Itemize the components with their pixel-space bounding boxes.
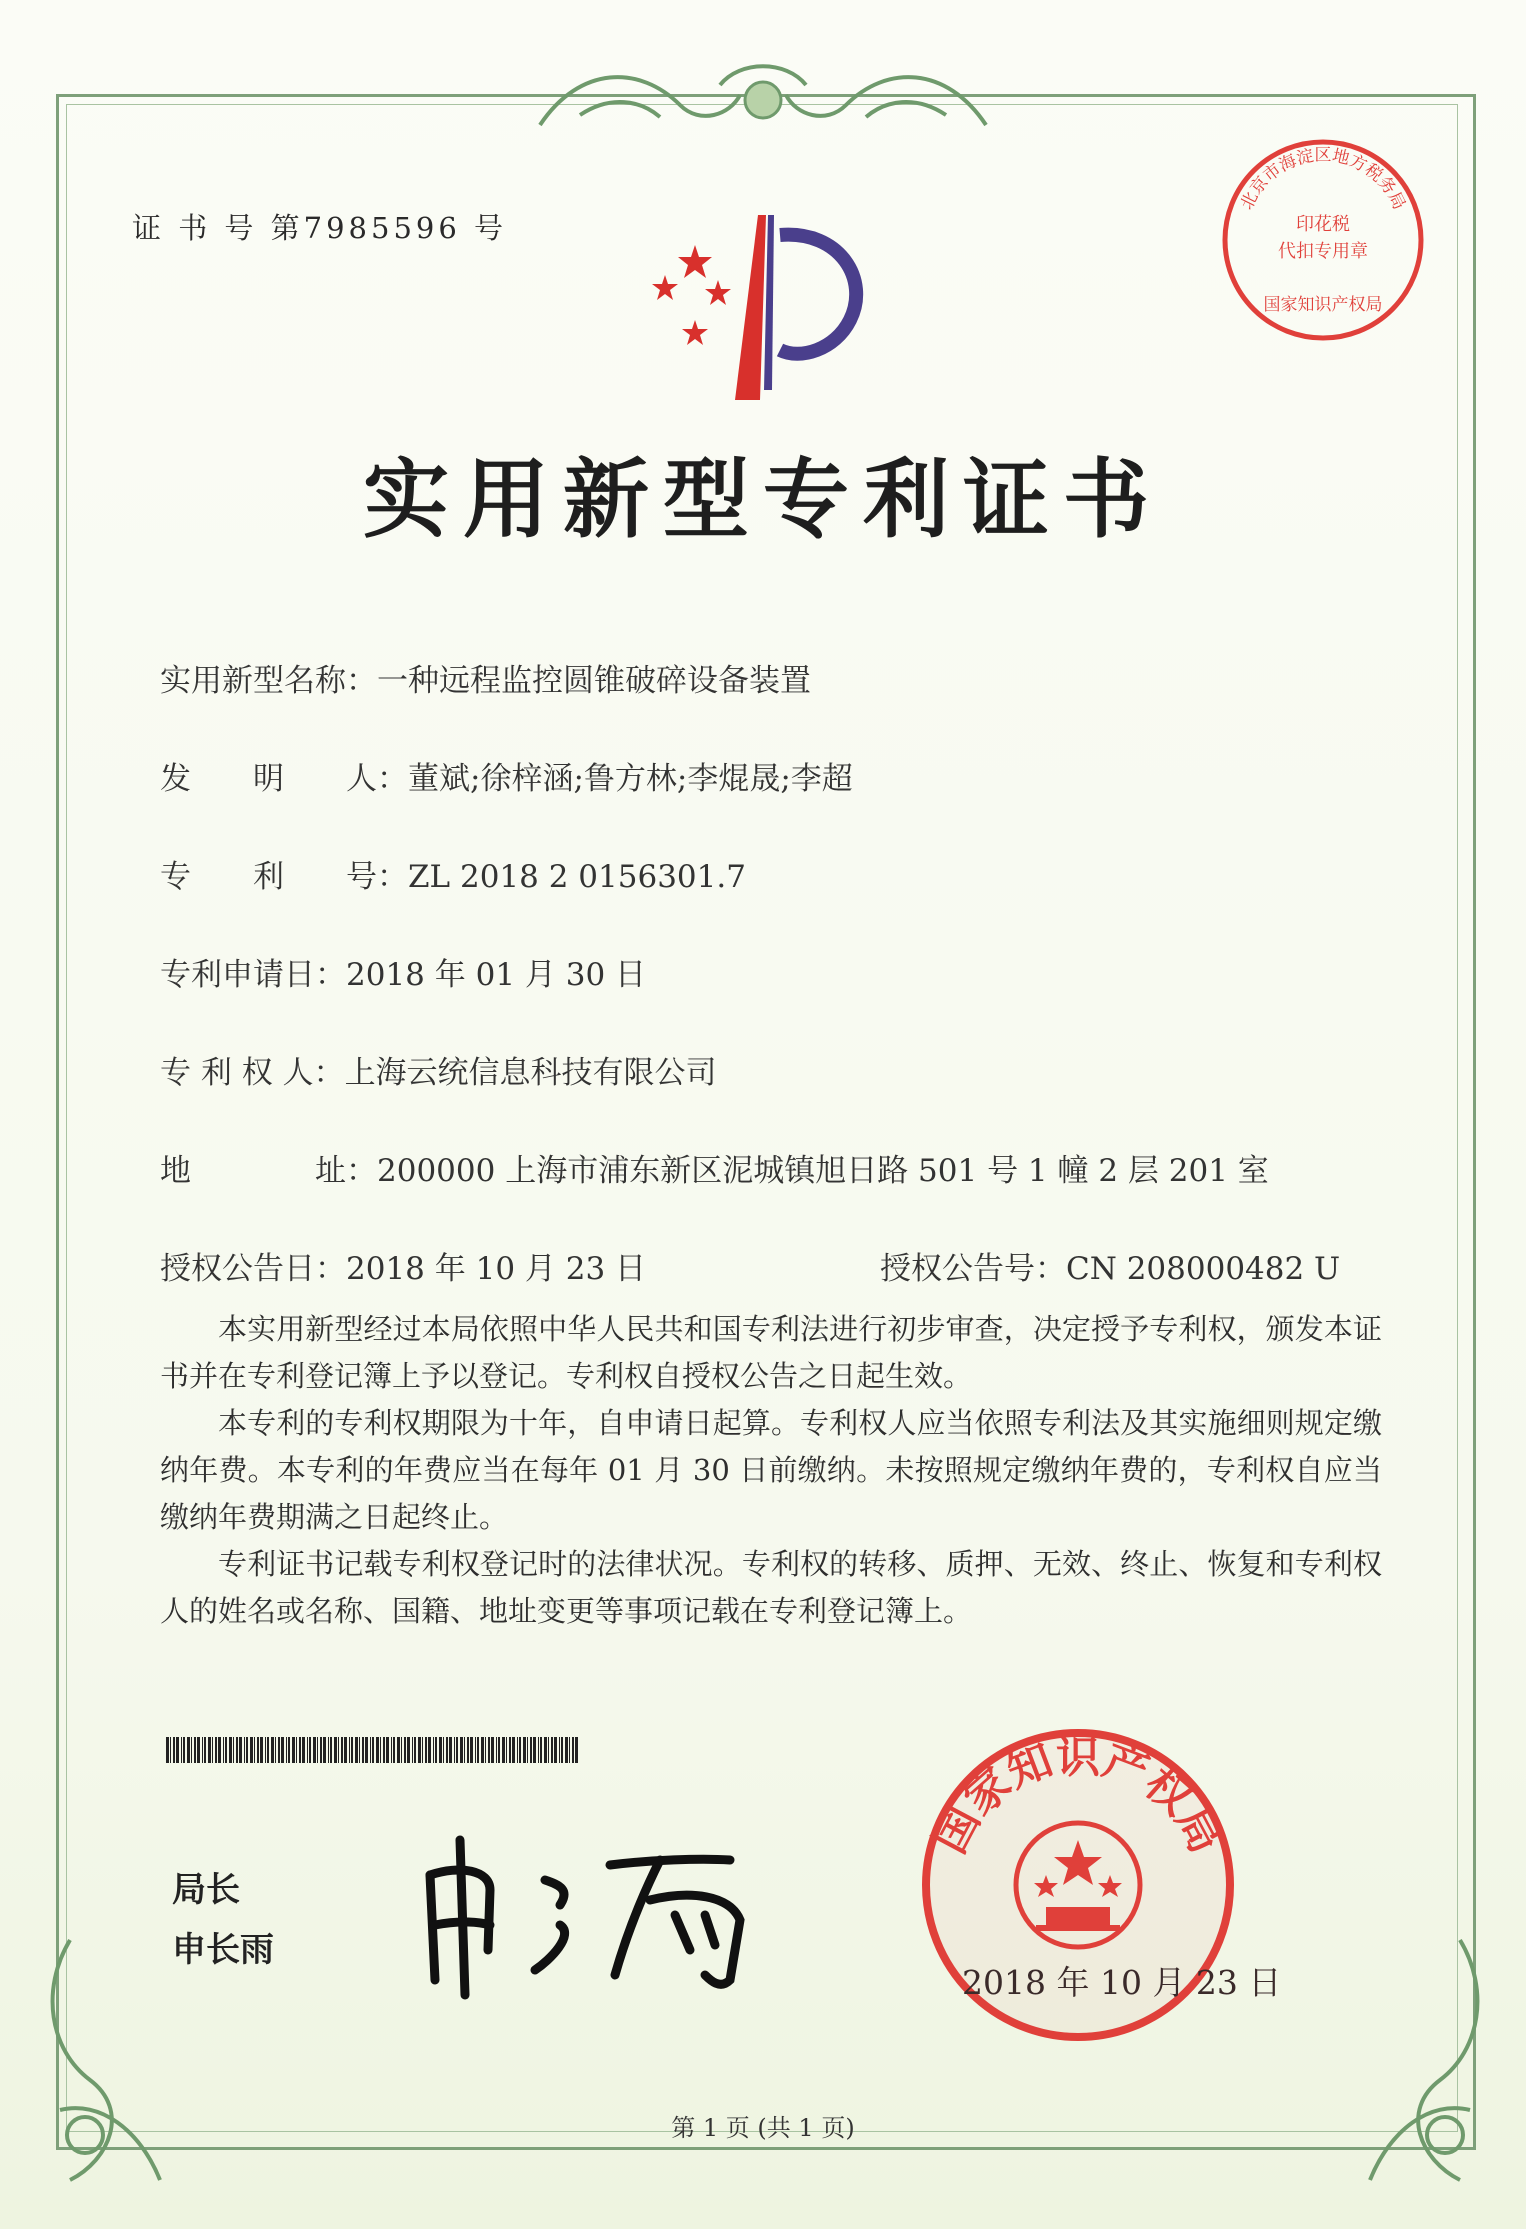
barcode-bar [302,1737,305,1763]
barcode-bar [267,1737,269,1763]
patent-office-logo-icon [640,210,890,410]
barcode-bar [365,1737,368,1763]
barcode-bar [527,1737,528,1763]
barcode-bar [239,1737,242,1763]
barcode-bar [439,1737,442,1763]
barcode-bar [299,1737,301,1763]
barcode-bar [561,1737,563,1763]
barcode-bar [330,1737,332,1763]
filing-date-label: 专利申请日： [160,957,346,993]
field-utility-name [160,655,811,700]
filing-date-value: 2018 年 01 月 30 日 [346,957,647,993]
barcode-bar [414,1737,416,1763]
barcode-bar [278,1737,280,1763]
patent-holder-label: 专 利 权 人： [160,1055,345,1091]
barcode-bar [372,1737,374,1763]
barcode-bar [565,1737,568,1763]
barcode-bar [271,1737,274,1763]
patent-number-value: ZL 2018 2 0156301.7 [408,859,746,895]
barcode-bar [215,1737,217,1763]
barcode-bar [370,1737,371,1763]
barcode-bar [428,1737,431,1763]
barcode-bar [229,1737,232,1763]
field-inventor [160,753,853,798]
address-label: 地 址： [160,1153,377,1189]
field-address [160,1145,1269,1190]
barcode-bar [376,1737,379,1763]
barcode-bar [517,1737,518,1763]
barcode-bar [212,1737,213,1763]
barcode-bar [191,1737,192,1763]
barcode-bar [208,1737,211,1763]
certificate-title: 实用新型专利证书 [363,450,1163,550]
barcode-bar [391,1737,392,1763]
barcode-bar [496,1737,497,1763]
barcode-bar [254,1737,255,1763]
barcode-bar [519,1737,521,1763]
ip-seal-ring-text: 国家知识产权局 [924,1732,1232,1862]
barcode-bar [397,1737,400,1763]
address-value: 200000 上海市浦东新区泥城镇旭日路 501 号 1 幢 2 层 201 室 [377,1153,1269,1189]
barcode-bar [407,1737,410,1763]
barcode-bar [386,1737,389,1763]
field-grant-number [880,1243,1340,1288]
barcode-bar [443,1737,444,1763]
barcode-bar [176,1737,179,1763]
barcode-bar [559,1737,560,1763]
grant-number-value: CN 208000482 U [1066,1251,1341,1287]
barcode-bar [320,1737,322,1763]
barcode-bar [223,1737,224,1763]
barcode-bar [498,1737,500,1763]
barcode-bar [362,1737,364,1763]
barcode-bar [183,1737,185,1763]
barcode-bar [433,1737,434,1763]
barcode-bar [181,1737,182,1763]
barcode-bar [323,1737,326,1763]
barcode-bar [351,1737,353,1763]
barcode-bar [554,1737,557,1763]
barcode-bar [288,1737,290,1763]
barcode-bar [530,1737,532,1763]
barcode-bar [173,1737,175,1763]
barcode-bar [250,1737,253,1763]
barcode-bar [412,1737,413,1763]
barcode-bar [477,1737,479,1763]
barcode-bar [236,1737,238,1763]
barcode-icon [166,1737,582,1763]
barcode-bar [349,1737,350,1763]
tax-seal-center-line1: 印花税 [1296,214,1350,235]
field-patent-number [160,851,746,896]
grant-number-label: 授权公告号： [880,1251,1066,1287]
field-patent-holder [160,1047,717,1092]
barcode-bar [509,1737,511,1763]
tax-seal-ring-text: 北京市海淀区地方税务局 [1236,145,1410,213]
barcode-bar [454,1737,455,1763]
barcode-bar [344,1737,347,1763]
barcode-bar [313,1737,316,1763]
barcode-bar [491,1737,494,1763]
barcode-bar [538,1737,539,1763]
barcode-bar [281,1737,284,1763]
barcode-bar [296,1737,297,1763]
barcode-bar [551,1737,553,1763]
barcode-bar [544,1737,547,1763]
barcode-bar [334,1737,337,1763]
barcode-bar [572,1737,574,1763]
paragraph-legal-status: 专利证书记载专利权登记时的法律状况。专利权的转移、质押、无效、终止、恢复和专利权人的姓名或名称、国籍、地址变更等事项记载在专利登记簿上。 [160,1547,1382,1628]
field-grant-date [160,1243,646,1288]
barcode-bar [359,1737,360,1763]
top-ornament-icon [520,55,1006,145]
barcode-bar [456,1737,458,1763]
barcode-bar [488,1737,490,1763]
barcode-bar [355,1737,358,1763]
barcode-bar [328,1737,329,1763]
barcode-bar [460,1737,463,1763]
barcode-bar [446,1737,448,1763]
grant-date-value: 2018 年 10 月 23 日 [346,1251,647,1287]
barcode-bar [569,1737,570,1763]
barcode-bar [265,1737,266,1763]
barcode-bar [341,1737,343,1763]
barcode-bar [187,1737,190,1763]
barcode-bar [197,1737,200,1763]
utility-name-value: 一种远程监控圆锥破碎设备装置 [377,663,811,699]
tax-seal-icon [1218,135,1428,345]
barcode-bar [244,1737,245,1763]
barcode-bar [533,1737,536,1763]
barcode-bar [383,1737,385,1763]
barcode-bar [548,1737,549,1763]
barcode-bar [218,1737,221,1763]
barcode-bar [393,1737,395,1763]
barcode-bar [425,1737,427,1763]
barcode-bar [257,1737,259,1763]
barcode-bar [512,1737,515,1763]
barcode-bar [233,1737,234,1763]
barcode-bar [204,1737,206,1763]
director-name: 申长雨 [172,1930,274,1970]
paragraph-grant: 本实用新型经过本局依照中华人民共和国专利法进行初步审查，决定授予专利权，颁发本证书并在专利登记簿上予以登记。专利权自授权公告之日起生效。 [160,1312,1382,1393]
barcode-bar [260,1737,263,1763]
barcode-bar [464,1737,465,1763]
seal-date: 2018 年 10 月 23 日 [962,1963,1282,2002]
barcode-bar [338,1737,339,1763]
barcode-bar [404,1737,406,1763]
patent-holder-value: 上海云统信息科技有限公司 [344,1055,717,1091]
inventor-label: 发 明 人： [160,761,408,797]
barcode-bar [225,1737,227,1763]
barcode-bar [502,1737,505,1763]
director-title: 局长 [172,1870,240,1910]
page-footer: 第 1 页 (共 1 页) [671,2114,855,2142]
barcode-bar [449,1737,452,1763]
barcode-bar [401,1737,402,1763]
tax-seal-center-line2: 代扣专用章 [1278,241,1368,262]
barcode-bar [481,1737,484,1763]
barcode-bar [523,1737,526,1763]
barcode-bar [475,1737,476,1763]
certificate-number: 证 书 号 第7985596 号 [132,211,508,245]
inventor-value: 董斌;徐梓涵;鲁方林;李焜晟;李超 [408,761,853,797]
barcode-bar [286,1737,287,1763]
patent-number-label: 专 利 号： [160,859,408,895]
barcode-bar [307,1737,308,1763]
barcode-bar [470,1737,473,1763]
barcode-bar [435,1737,437,1763]
barcode-bar [309,1737,311,1763]
field-filing-date [160,949,646,994]
barcode-bar [317,1737,318,1763]
barcode-bar [246,1737,248,1763]
svg-text:北京市海淀区地方税务局 [1237,146,1409,213]
barcode-bar [170,1737,171,1763]
grant-date-label: 授权公告日： [160,1251,346,1287]
barcode-bar [380,1737,381,1763]
barcode-bar [467,1737,469,1763]
handwritten-signature-icon [410,1830,780,2000]
barcode-bar [166,1737,169,1763]
paragraph-term: 本专利的专利权期限为十年，自申请日起算。专利权人应当依照专利法及其实施细则规定缴纳年费。本专利的年费应当在每年 01 月 30 日前缴纳。未按照规定缴纳年费的，专利权自应当缴纳年费期满之日起终止。 [160,1406,1382,1534]
barcode-bar [202,1737,203,1763]
barcode-bar [422,1737,423,1763]
barcode-bar [575,1737,578,1763]
barcode-bar [506,1737,507,1763]
utility-name-label: 实用新型名称： [160,663,377,699]
barcode-bar [485,1737,486,1763]
tax-seal-bottom-text: 国家知识产权局 [1263,295,1383,315]
barcode-bar [418,1737,421,1763]
barcode-bar [292,1737,295,1763]
barcode-bar [540,1737,542,1763]
bottom-right-ornament-icon [1330,1930,1500,2200]
barcode-bar [275,1737,276,1763]
barcode-bar [194,1737,196,1763]
